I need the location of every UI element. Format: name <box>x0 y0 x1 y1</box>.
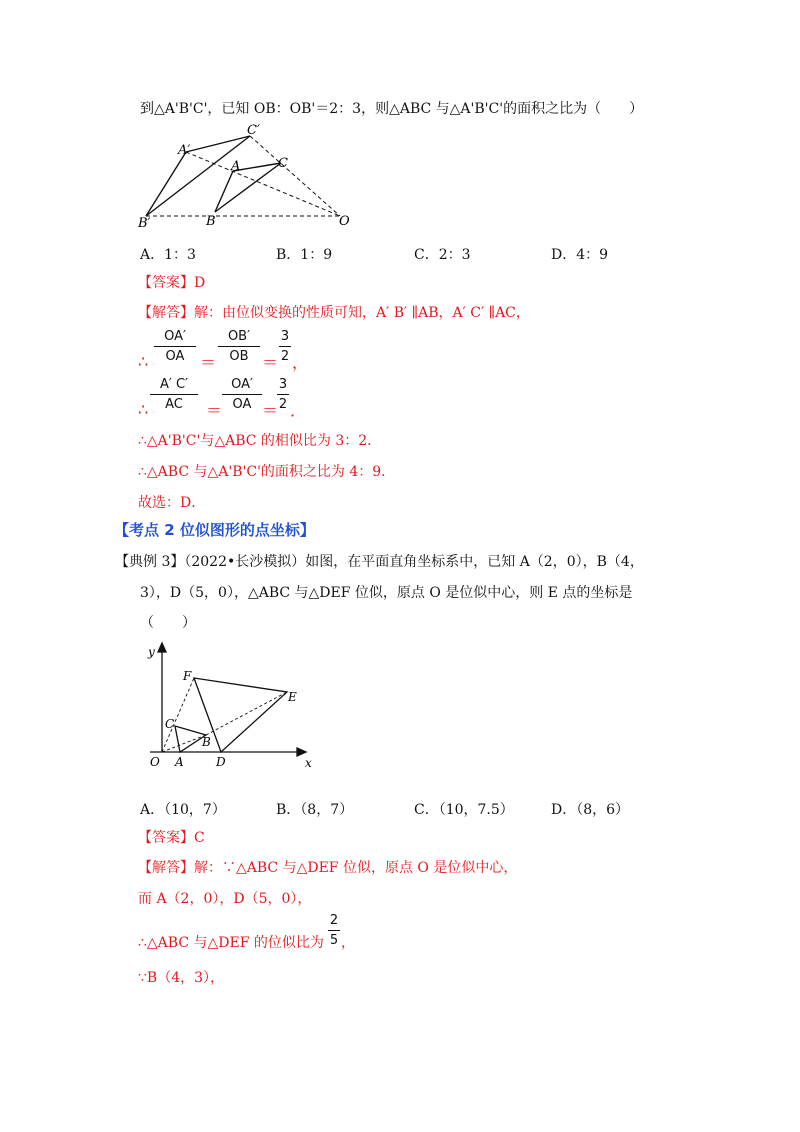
option-b: B．（8，7） <box>276 802 354 818</box>
option-a: A．（10，7） <box>140 802 226 818</box>
analysis-line: 【解答】解：∵△ABC 与△DEF 位似，原点 O 是位似中心， <box>138 860 518 876</box>
question-stem-line: 3），D（5，0），△ABC 与△DEF 位似，原点 O 是位似中心，则 E 点的坐标是 <box>140 585 633 601</box>
equals-sign: ＝ <box>262 401 279 420</box>
fraction-three-halves-2 <box>277 376 289 413</box>
similar-triangles-figure <box>130 122 370 232</box>
section-title: 【考点 2 位似图形的点坐标】 <box>114 521 315 539</box>
punctuation: ， <box>341 935 355 951</box>
option-a: A．1：3 <box>140 247 196 263</box>
label-C: C <box>165 717 175 731</box>
fraction-denominator: OA <box>232 397 252 412</box>
label-B: B <box>206 214 216 229</box>
fraction-numerator: 3 <box>278 377 288 392</box>
label-Bp: B′ <box>138 216 151 231</box>
equals-sign: ＝ <box>262 353 279 372</box>
label-C: C <box>278 156 288 171</box>
label-x: x <box>305 756 312 770</box>
punctuation: ． <box>290 401 307 420</box>
therefore-symbol: ∴ <box>138 400 149 419</box>
choice-line: 故选：D． <box>138 495 206 511</box>
analysis-line: 【解答】解：由位似变换的性质可知，A′ B′ ∥AB，A′ C′ ∥AC， <box>138 305 530 321</box>
label-A: A <box>175 755 184 769</box>
label-E: E <box>288 690 297 704</box>
answer-label: 【答案】C <box>138 830 205 846</box>
question-stem-line: 【典例 3】（2022•长沙模拟）如图，在平面直角坐标系中，已知 A（2，0），B（4， <box>115 554 644 570</box>
label-O: O <box>150 755 160 769</box>
coordinate-figure <box>140 640 330 775</box>
fraction-denominator: 5 <box>329 933 339 948</box>
punctuation: ， <box>292 353 309 372</box>
dashed-ApO <box>186 152 340 216</box>
fraction-numerator: OB′ <box>227 329 251 344</box>
label-O: O <box>339 214 350 229</box>
label-Ap: A′ <box>178 143 191 158</box>
similarity-ratio-line: ∴△A'B'C'与△ABC 的相似比为 3：2． <box>138 433 382 449</box>
question-stem-line: 到△A'B'C'，已知 OB：OB'＝2：3，则△ABC 与△A'B'C'的面积之比为（ ） <box>140 101 644 117</box>
fraction-denominator: 2 <box>278 397 288 412</box>
fraction-denominator: AC <box>165 397 183 412</box>
fraction-denominator: OA <box>165 349 185 364</box>
equals-sign: ＝ <box>200 353 217 372</box>
fraction-obp-ob <box>218 328 260 365</box>
fraction-oap-oa-2 <box>222 376 262 413</box>
option-c: C．2：3 <box>414 247 471 263</box>
segment-ApBp <box>146 152 186 216</box>
option-d: D．4：9 <box>551 247 609 263</box>
label-Cp: C′ <box>247 123 260 138</box>
fraction-three-halves <box>279 328 291 365</box>
label-D: D <box>216 755 226 769</box>
x-axis-arrow <box>297 748 306 756</box>
fraction-numerator: A′ C′ <box>159 377 188 392</box>
fraction-numerator: 2 <box>329 913 339 928</box>
y-axis-arrow <box>158 643 166 652</box>
analysis-line: ∵B（4，3）， <box>138 970 225 986</box>
option-d: D．（8，6） <box>551 802 630 818</box>
fraction-denominator: OB <box>229 349 249 364</box>
area-ratio-line: ∴△ABC 与△A'B'C'的面积之比为 4：9． <box>138 464 396 480</box>
fraction-numerator: OA′ <box>164 329 186 344</box>
segment-BpCp <box>146 136 250 216</box>
option-c: C．（10，7.5） <box>414 802 514 818</box>
label-F: F <box>183 669 192 683</box>
label-y: y <box>148 645 155 659</box>
fraction-apcp-ac <box>150 376 198 413</box>
answer-label: 【答案】D <box>138 275 206 291</box>
fraction-numerator: OA′ <box>231 377 253 392</box>
equals-sign: ＝ <box>206 401 223 420</box>
label-B: B <box>202 735 211 749</box>
fraction-denominator: 2 <box>280 349 290 364</box>
analysis-line: 而 A（2，0），D（5，0）， <box>138 891 312 907</box>
ratio-line: ∴△ABC 与△DEF 的位似比为 <box>138 935 324 951</box>
question-stem-line: （ ） <box>140 615 196 631</box>
fraction-oap-oa <box>154 328 196 365</box>
fraction-two-fifths <box>328 912 340 949</box>
option-b: B．1：9 <box>276 247 333 263</box>
therefore-symbol: ∴ <box>138 352 149 371</box>
fraction-numerator: 3 <box>280 329 290 344</box>
label-A: A <box>231 159 241 174</box>
